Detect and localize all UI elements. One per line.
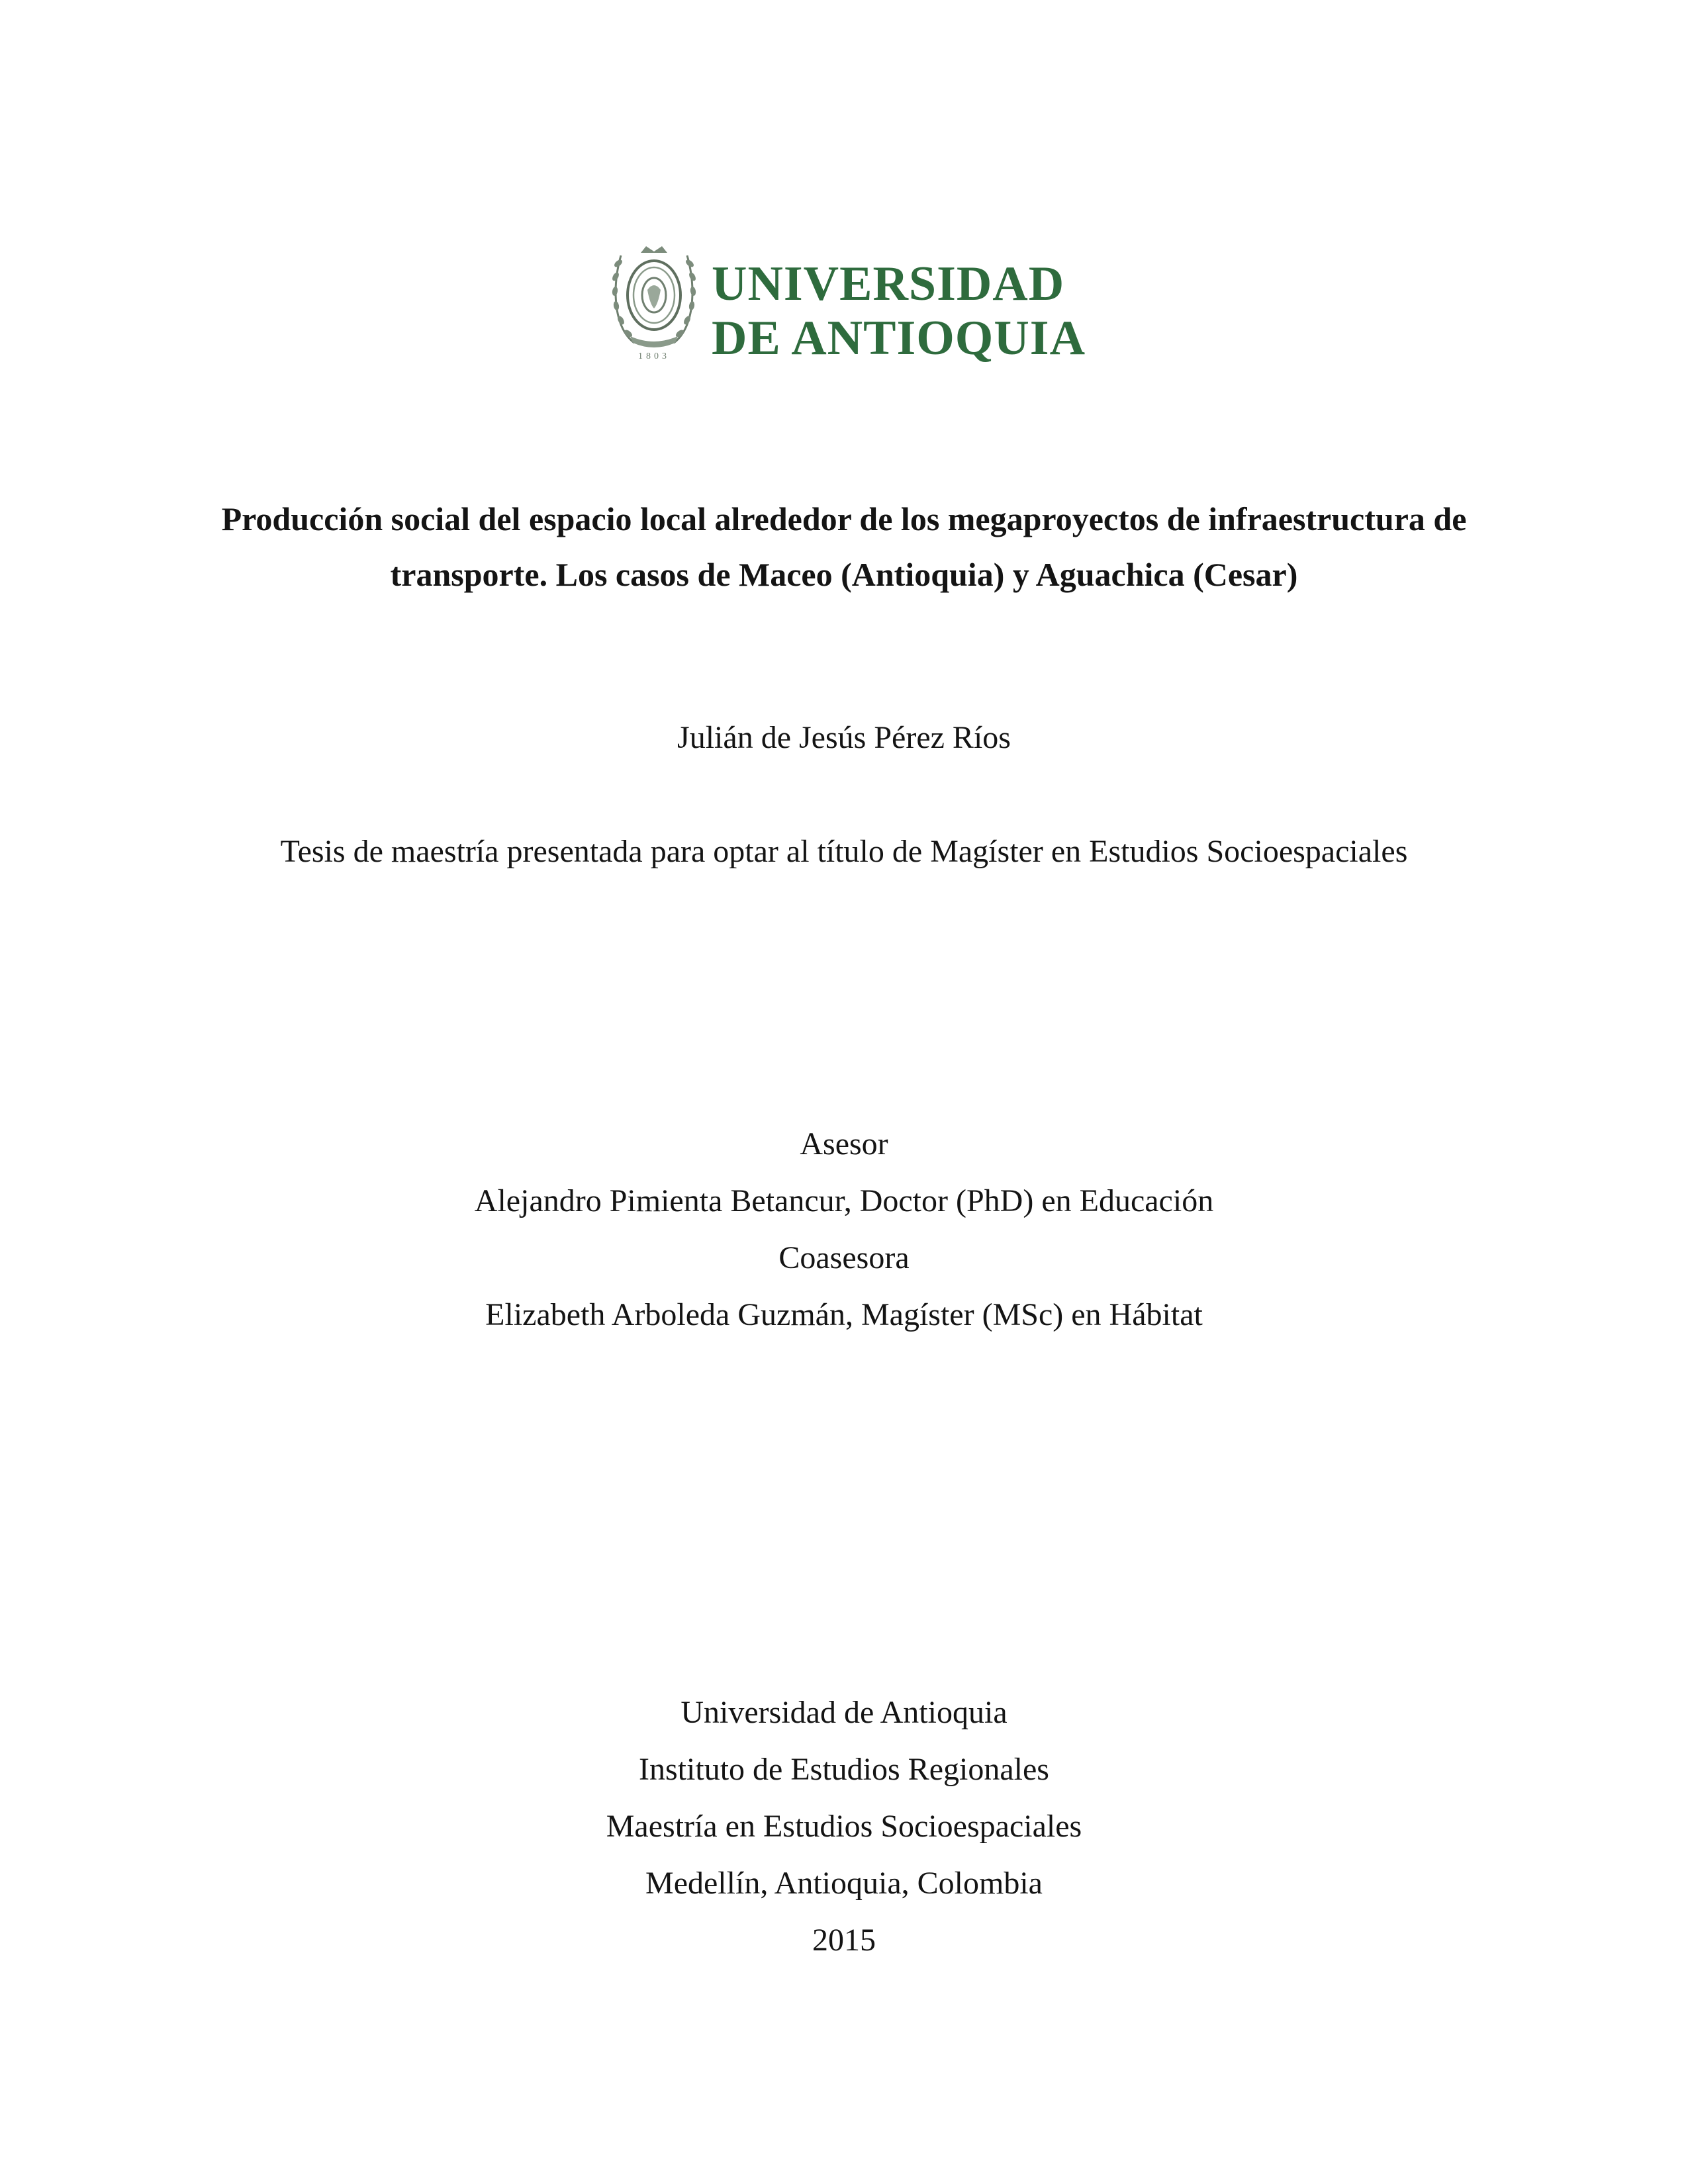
thesis-title-line-2: transporte. Los casos de Maceo (Antioquia) y Aguachica (Cesar) [390,556,1298,593]
advisor-name: Alejandro Pimienta Betancur, Doctor (PhD) en Educación [474,1183,1214,1218]
location: Medellín, Antioquia, Colombia [645,1866,1043,1901]
degree-statement: Tesis de maestría presentada para optar al título de Magíster en Estudios Socioespaciales [280,834,1408,869]
program-name: Maestría en Estudios Socioespaciales [606,1809,1082,1844]
thesis-title-line-1: Producción social del espacio local alrededor de los megaproyectos de infraestructura de [221,500,1467,537]
institute-name: Instituto de Estudios Regionales [639,1752,1049,1787]
author-name: Julián de Jesús Pérez Ríos [677,720,1011,755]
university-logo-text [712,257,1086,365]
university-logo [608,244,1084,369]
institution-block [0,1684,1688,1969]
logo-text-line-1: UNIVERSIDAD [712,257,1065,311]
logo-text-line-2: DE ANTIOQUIA [712,311,1086,365]
advisor-label: Asesor [800,1126,888,1161]
advisors-block [0,1116,1688,1343]
coadvisor-label: Coasesora [778,1240,910,1275]
university-name: Universidad de Antioquia [680,1695,1008,1730]
thesis-title [0,491,1688,602]
coadvisor-name: Elizabeth Arboleda Guzmán, Magíster (MSc) en Hábitat [485,1297,1203,1332]
svg-text:1803: 1803 [638,351,670,361]
university-seal-icon [608,244,700,361]
year: 2015 [812,1923,876,1958]
